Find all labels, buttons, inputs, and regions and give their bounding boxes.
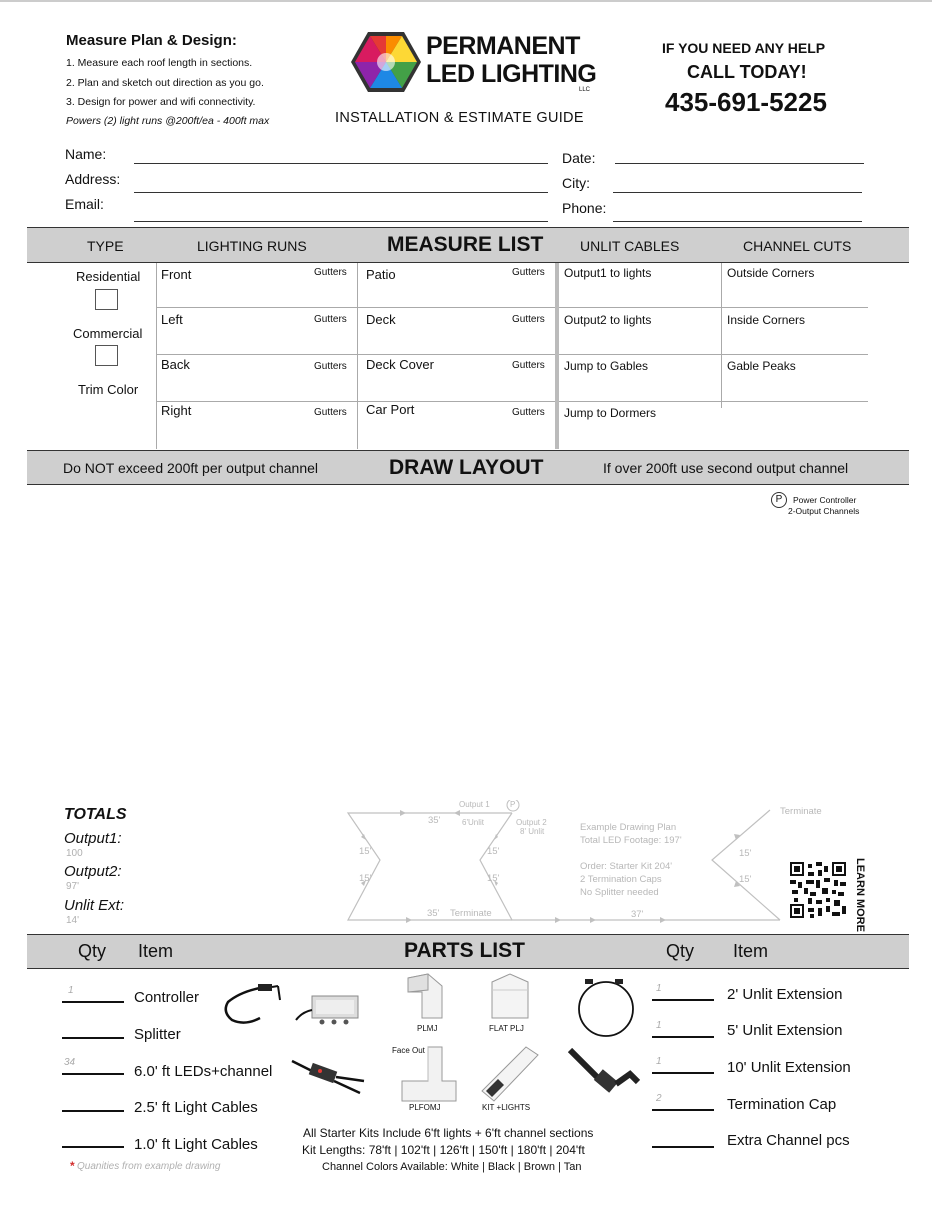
- controller-cable-icon: [220, 982, 285, 1030]
- layout-right-note: If over 200ft use second output channel: [603, 460, 849, 476]
- part-qty-field[interactable]: [652, 1072, 714, 1074]
- cut-outside-corners[interactable]: Outside Corners: [727, 266, 815, 280]
- grid-divider: [555, 263, 559, 449]
- example-len35-bottom: 35': [427, 908, 440, 919]
- termination-cap-icon: [568, 1048, 640, 1098]
- email-field[interactable]: [134, 221, 548, 222]
- run-back[interactable]: Back: [161, 357, 190, 372]
- part-qty-value: 1: [656, 1020, 662, 1031]
- address-field[interactable]: [134, 192, 548, 193]
- gutters-label: Gutters: [512, 360, 545, 371]
- gutters-label: Gutters: [512, 267, 545, 278]
- run-right[interactable]: Right: [161, 403, 192, 418]
- example-order: Order: Starter Kit 204': [580, 861, 673, 872]
- legend-line1: Power Controller: [793, 495, 857, 505]
- unlit-output2[interactable]: Output2 to lights: [564, 313, 652, 327]
- grid-row-line: [156, 401, 555, 402]
- example-terminate: Terminate: [780, 806, 822, 817]
- grid-row-line: [156, 354, 555, 355]
- top-border: [0, 0, 932, 2]
- part-light-cables-10: 1.0' ft Light Cables: [134, 1136, 258, 1153]
- date-field[interactable]: [615, 163, 864, 164]
- example-len15: 15': [487, 873, 500, 884]
- example-unlit8: 8' Unlit: [520, 827, 545, 836]
- part-qty-field[interactable]: [62, 1037, 124, 1039]
- example-unlit6: 6'Unlit: [462, 818, 484, 827]
- name-label: Name:: [65, 146, 107, 162]
- part-qty-field[interactable]: [62, 1146, 124, 1148]
- grid-row-line: [559, 401, 868, 402]
- part-qty-field[interactable]: [652, 1146, 714, 1148]
- channel-cuts-header: CHANNEL CUTS: [743, 238, 852, 254]
- totals-title: TOTALS: [64, 806, 127, 823]
- layout-left-note: Do NOT exceed 200ft per output channel: [63, 460, 319, 476]
- lighting-runs-header: LIGHTING RUNS: [197, 238, 307, 254]
- example-caps: 2 Termination Caps: [580, 874, 662, 885]
- gutters-label: Gutters: [314, 361, 347, 372]
- qty-header: Qty: [78, 941, 107, 961]
- email-label: Email:: [65, 196, 104, 212]
- help-line2: CALL TODAY!: [687, 62, 807, 82]
- instructions-title: Measure Plan & Design:: [66, 32, 237, 49]
- residential-checkbox[interactable]: [95, 289, 118, 310]
- trim-color-label: Trim Color: [78, 382, 139, 397]
- part-unlit-ext-2: 2' Unlit Extension: [727, 986, 843, 1003]
- part-splitter: Splitter: [134, 1026, 181, 1043]
- example-drawing: [340, 800, 810, 930]
- draw-layout-title: DRAW LAYOUT: [389, 456, 544, 479]
- part-qty-field[interactable]: [62, 1001, 124, 1003]
- phone-field[interactable]: [613, 221, 862, 222]
- part-qty-value: 34: [64, 1057, 76, 1068]
- gutters-label: Gutters: [512, 407, 545, 418]
- plmj-label: PLMJ: [417, 1024, 438, 1033]
- gutters-label: Gutters: [314, 407, 347, 418]
- controller-box-icon: [292, 990, 364, 1026]
- flat-plj-icon: [488, 972, 532, 1020]
- city-field[interactable]: [613, 192, 862, 193]
- logo-text-line2: LED LIGHTING: [426, 60, 597, 88]
- example-len15: 15': [487, 846, 500, 857]
- learn-more-label[interactable]: LEARN MORE: [854, 858, 866, 932]
- run-front[interactable]: Front: [161, 267, 192, 282]
- part-termination-cap: Termination Cap: [727, 1096, 837, 1113]
- date-label: Date:: [562, 150, 596, 166]
- unlit-output1[interactable]: Output1 to lights: [564, 266, 652, 280]
- example-footage: Total LED Footage: 197': [580, 835, 682, 846]
- phone-label: Phone:: [562, 200, 607, 216]
- part-qty-field[interactable]: [652, 1036, 714, 1038]
- part-qty-field[interactable]: [652, 1109, 714, 1111]
- flat-plj-label: FLAT PLJ: [489, 1024, 524, 1033]
- gutters-label: Gutters: [314, 314, 347, 325]
- example-output2: Output 2: [516, 818, 547, 827]
- name-field[interactable]: [134, 163, 548, 164]
- instruction-note: Powers (2) light runs @200ft/ea - 400ft max: [66, 115, 270, 127]
- cut-gable-peaks[interactable]: Gable Peaks: [727, 359, 796, 373]
- run-patio[interactable]: Patio: [366, 267, 396, 282]
- part-extra-channel: Extra Channel pcs: [727, 1132, 850, 1149]
- qty-header: Qty: [666, 941, 695, 961]
- example-output1: Output 1: [459, 800, 490, 809]
- run-car-port[interactable]: Car Port: [366, 402, 415, 417]
- commercial-checkbox[interactable]: [95, 345, 118, 366]
- guide-title: INSTALLATION & ESTIMATE GUIDE: [335, 110, 584, 126]
- grid-divider: [357, 263, 358, 449]
- unlit-jump-dormers[interactable]: Jump to Dormers: [564, 406, 657, 420]
- output1-total-value[interactable]: 100: [66, 848, 83, 859]
- example-plan-title: Example Drawing Plan: [580, 822, 677, 833]
- part-controller: Controller: [134, 989, 200, 1006]
- part-light-cables-25: 2.5' ft Light Cables: [134, 1099, 258, 1116]
- splitter-icon: [290, 1055, 368, 1097]
- example-splitter: No Splitter needed: [580, 887, 659, 898]
- quantities-note: Quanities from example drawing: [77, 1161, 221, 1172]
- residential-label: Residential: [76, 269, 141, 284]
- gutters-label: Gutters: [512, 314, 545, 325]
- note-star: *: [70, 1159, 75, 1173]
- part-qty-value: 1: [68, 985, 74, 996]
- run-left[interactable]: Left: [161, 312, 183, 327]
- output2-total-value[interactable]: 97': [66, 881, 80, 892]
- run-deck[interactable]: Deck: [366, 312, 396, 327]
- run-deck-cover[interactable]: Deck Cover: [366, 357, 434, 372]
- part-qty-field[interactable]: [62, 1073, 124, 1075]
- part-qty-field[interactable]: [652, 999, 714, 1001]
- part-unlit-ext-10: 10' Unlit Extension: [727, 1059, 851, 1076]
- example-len15: 15': [739, 848, 752, 859]
- unlit-extension-cable-icon: [575, 976, 637, 1038]
- example-len15: 15': [359, 846, 372, 857]
- help-line1: IF YOU NEED ANY HELP: [662, 40, 826, 56]
- kits-line2: Kit Lengths: 78'ft | 102'ft | 126'ft | 150'ft | 180'ft | 204'ft: [302, 1143, 585, 1157]
- kits-line3: Channel Colors Available: White | Black | Brown | Tan: [322, 1161, 582, 1173]
- plfomj-label: PLFOMJ: [409, 1103, 441, 1112]
- grid-row-line: [559, 354, 868, 355]
- kit-lights-icon: [478, 1045, 540, 1103]
- logo-hexagon-icon: [350, 31, 422, 93]
- output2-total-label: Output2:: [64, 863, 122, 880]
- help-phone[interactable]: 435-691-5225: [665, 87, 827, 117]
- unlit-ext-total-value[interactable]: 14': [66, 915, 80, 926]
- grid-row-line: [156, 307, 555, 308]
- grid-divider: [156, 263, 157, 449]
- grid-divider: [721, 263, 722, 408]
- part-qty-value: 2: [656, 1093, 662, 1104]
- cut-inside-corners[interactable]: Inside Corners: [727, 313, 806, 327]
- grid-row-line: [559, 307, 868, 308]
- part-leds-channel: 6.0' ft LEDs+channel: [134, 1063, 273, 1080]
- example-len37: 37': [631, 909, 644, 920]
- item-header: Item: [138, 941, 174, 961]
- item-header: Item: [733, 941, 769, 961]
- example-terminate: Terminate: [450, 908, 492, 919]
- instruction-step: 3. Design for power and wifi connectivity.: [66, 96, 256, 108]
- unlit-jump-gables[interactable]: Jump to Gables: [564, 359, 649, 373]
- drawing-area[interactable]: [27, 520, 909, 800]
- example-p: P: [510, 800, 516, 809]
- example-len15: 15': [359, 873, 372, 884]
- plfomj-connector-icon: [398, 1045, 460, 1103]
- gutters-label: Gutters: [314, 267, 347, 278]
- qr-code-icon[interactable]: [790, 862, 846, 918]
- part-qty-field[interactable]: [62, 1110, 124, 1112]
- example-len35-top: 35': [428, 815, 441, 826]
- kits-line1: All Starter Kits Include 6'ft lights + 6'ft channel sections: [303, 1126, 594, 1140]
- commercial-label: Commercial: [73, 326, 143, 341]
- part-qty-value: 1: [656, 1056, 662, 1067]
- legend-line2: 2-Output Channels: [788, 506, 860, 516]
- unlit-cables-header: UNLIT CABLES: [580, 238, 680, 254]
- part-qty-value: 1: [656, 983, 662, 994]
- logo-llc: LLC: [579, 87, 591, 93]
- address-label: Address:: [65, 171, 121, 187]
- unlit-ext-total-label: Unlit Ext:: [64, 897, 125, 914]
- kit-lights-label: KIT +LIGHTS: [482, 1103, 531, 1112]
- instruction-step: 2. Plan and sketch out direction as you go.: [66, 77, 264, 89]
- output1-total-label: Output1:: [64, 830, 122, 847]
- measure-list-title: MEASURE LIST: [387, 233, 544, 256]
- type-header: TYPE: [87, 238, 124, 254]
- logo-text-line1: PERMANENT: [426, 32, 580, 60]
- power-controller-symbol-icon: P: [771, 492, 787, 508]
- part-unlit-ext-5: 5' Unlit Extension: [727, 1022, 843, 1039]
- city-label: City:: [562, 175, 590, 191]
- plmj-connector-icon: [402, 972, 446, 1020]
- face-out-label: Face Out: [392, 1046, 425, 1055]
- instruction-step: 1. Measure each roof length in sections.: [66, 57, 253, 69]
- example-len15: 15': [739, 874, 752, 885]
- parts-list-title: PARTS LIST: [404, 939, 525, 962]
